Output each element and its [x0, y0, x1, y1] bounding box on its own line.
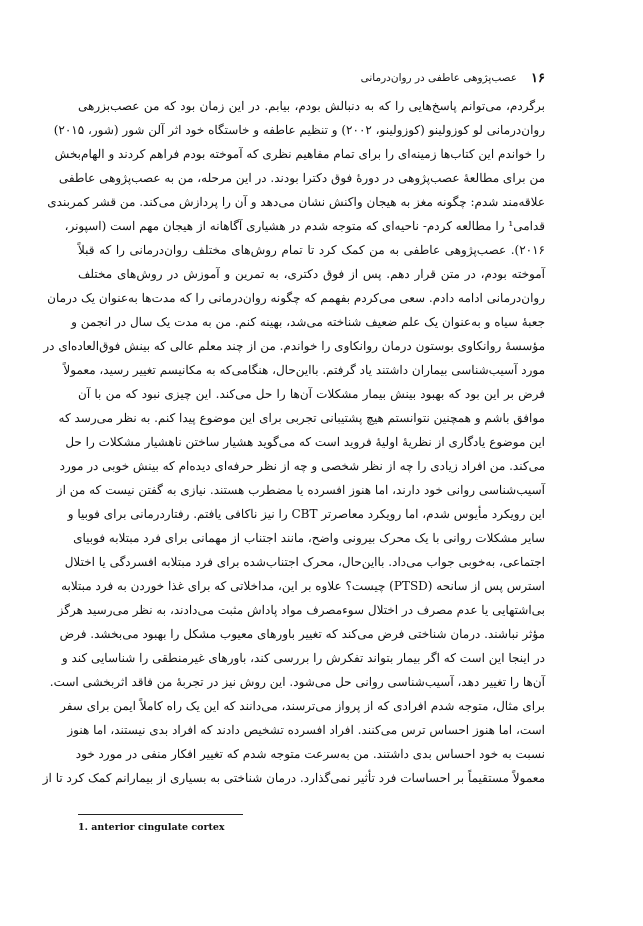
text-line: است، اما هنوز احساس ترس می‌کنند. افراد افسرده تشخیص دادند که افراد بدی نیستند، اما هنوز [67, 723, 545, 737]
text-line: معمولاً مستقیماً بر احساسات فرد تأثیر نمی‌گذارد. درمان شناختی به بسیاری از بیمارانم کمک کرد تا از [42, 771, 545, 785]
text-line: این موضوع یادگاری از نظریهٔ اولیهٔ فروید است که می‌گوید هشیار ساختن ناهشیار مشکلات را حل [65, 435, 545, 449]
text-line: مؤثر نباشند. درمان شناختی فرض می‌کند که تغییر باورهای معیوب مشکل را بهبود می‌بخشد. فرض [59, 627, 545, 641]
footnote-divider [78, 814, 243, 815]
text-line: را خواندم این کتاب‌ها زمینه‌ای را برای تمام مفاهیم نظری که آموخته بودم فراهم کردند و الهام‌بخش [54, 147, 545, 161]
text-line: مؤسسهٔ روانکاوی بوستون درمان روانکاوی را خواندم. من از چند معلم عالی که بینش فوق‌العاده‌ای در [43, 339, 545, 353]
body-paragraph [42, 94, 545, 790]
text-line: روان‌درمانی ادامه دادم. سعی می‌کردم بفهمم که چگونه روان‌درمانی را که مدت‌ها به‌عنوان یک درمان [47, 291, 545, 305]
running-title: عصب‌پژوهی عاطفی در روان‌درمانی [360, 72, 518, 84]
page-header [78, 68, 545, 88]
text-line: مورد آسیب‌شناسی بیماران داشتند یاد گرفتم. بااین‌حال، هنگامی‌که به مکانیسم تغییر رسید، معمولاً [63, 363, 545, 377]
page-number: ۱۶ [531, 70, 545, 86]
text-line: فرض بر این بود که بهبود بینش بیمار مشکلات آن‌ها را حل می‌کند. این چیزی نبود که من با آن [78, 387, 545, 401]
text-line: علاقه‌مند شدم: چگونه مغز به هیجان واکنش نشان می‌دهد و آن را پردازش می‌کند. من قشر کمربندی [47, 195, 545, 209]
text-line: برای مثال، متوجه شدم افرادی که از پرواز می‌ترسند، می‌دانند که این یک راه کاملاً ایمن برای سفر [60, 699, 545, 713]
text-line: روان‌درمانی لو کوزولینو (کوزولینو، ۲۰۰۲) و تنظیم عاطفه و خاستگاه خود اثر آلن شور (شور، ۲۰۱۵) [53, 123, 545, 137]
text-line: نسبت به خود احساس بدی داشتند. من به‌سرعت متوجه شدم که تغییر افکار منفی در مورد خود [75, 747, 545, 761]
text-line: من برای مطالعهٔ عصب‌پژوهی در دورهٔ فوق دکترا بودند. در این مرحله، من به عصب‌پژوهی عاطفی [58, 171, 545, 185]
text-line: می‌کند. من افراد زیادی را چه از نظر شخصی و چه از نظر حرفه‌ای دیده‌ام که بینش خوبی در مورد [59, 459, 545, 473]
footnote: 1. anterior cingulate cortex [78, 822, 225, 833]
text-line: آموخته بودم، در متن قرار دهم. پس از فوق دکتری، به تمرین و آموزش در روش‌های مختلف [78, 267, 545, 281]
text-line: جعبهٔ سیاه و به‌عنوان یک علم ضعیف شناخته می‌شد، بهینه کنم. من به مدت یک سال در انجمن و [71, 315, 545, 329]
text-line: آن‌ها را تغییر دهد، آسیب‌شناسی روانی حل می‌شود. این روش نیز در تجربهٔ من فاقد اثربخشی است. [49, 675, 545, 689]
text-line: بی‌اشتهایی یا عدم مصرف در اختلال سوءمصرف مواد پاداش مثبت می‌دادند، به نظر می‌رسید هرگز [57, 603, 545, 617]
text-line: سایر مشکلات روانی با یک محرک بیرونی واضح، مانند اجتناب از مهمانی برای فرد مبتلابه فوبیای [73, 531, 545, 545]
text-line: ۲۰۱۶). عصب‌پژوهی عاطفی به من کمک کرد تا تمام روش‌های مختلف روان‌درمانی را که قبلاً [78, 243, 545, 257]
text-line: آسیب‌شناسی روانی خود دارند، اما هنوز افسرده یا مضطرب هستند. نیازی به گفتن نیست که من از [56, 483, 545, 497]
text-line: قدامی¹ را مطالعه کردم- ناحیه‌ای که متوجه شدم در هشیاری آگاهانه از هیجان مهم است (اسپونر، [64, 219, 545, 233]
text-line: موافق باشم و همچنین نتوانستم هیچ پشتیبانی تجربی برای این موضوع پیدا کنم. به نظر می‌رسد که [58, 411, 545, 425]
text-line: برگردم، می‌توانم پاسخ‌هایی را که به دنبالش بودم، بیابم. در این زمان بود که من عصب‌بزرهی [78, 99, 545, 113]
text-line: اجتماعی، به‌خوبی جواب می‌داد. بااین‌حال، محرک اجتناب‌شده برای فرد مبتلابه افسردگی یا اختلال [64, 555, 545, 569]
text-line: در اینجا این است که اگر بیمار بتواند تفکرش را بررسی کند، باورهای غیرمنطقی را شناسایی کند و [61, 651, 545, 665]
text-line: این رویکرد مأیوس شدم، اما رویکرد معاصرتر CBT را نیز ناکافی یافتم. رفتاردرمانی برای فوبیا و [67, 507, 545, 521]
text-line: استرس پس از سانحه (PTSD) چیست؟ علاوه بر این، مداخلاتی که برای غذا خوردن به فرد مبتلابه [61, 579, 545, 593]
